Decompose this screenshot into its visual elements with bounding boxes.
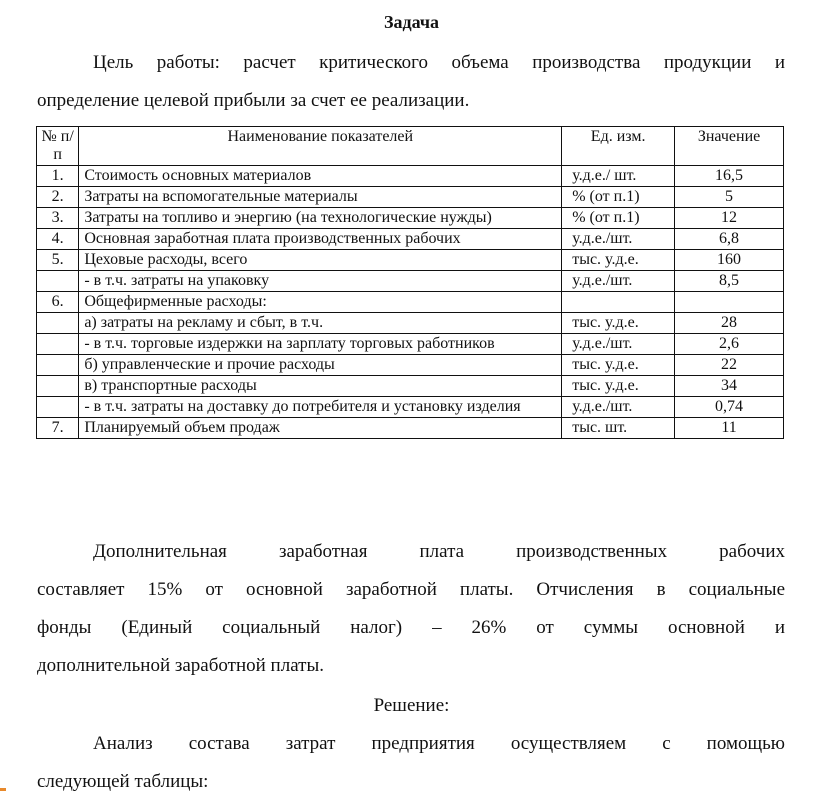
- row-num-cell: [37, 376, 79, 397]
- analysis-line-1: Анализ состава затрат предприятия осуществляем с помощью: [93, 733, 785, 754]
- table-row: [37, 271, 784, 292]
- analysis-line-2: следующей таблицы:: [37, 771, 209, 792]
- row-value-cell: 160: [675, 250, 784, 271]
- row-value-cell: 6,8: [675, 229, 784, 250]
- table-row: [37, 313, 784, 334]
- row-unit-cell: тыс. шт.: [562, 418, 675, 439]
- table-row: [37, 355, 784, 376]
- row-name-cell: Затраты на топливо и энергию (на технологические нужды): [79, 208, 562, 229]
- goal-paragraph: [37, 44, 785, 120]
- table-row: [37, 208, 784, 229]
- row-name-cell: а) затраты на рекламу и сбыт, в т.ч.: [79, 313, 562, 334]
- row-name-cell: в) транспортные расходы: [79, 376, 562, 397]
- row-value-cell: 8,5: [675, 271, 784, 292]
- goal-line-2: определение целевой прибыли за счет ее реализации.: [37, 90, 470, 111]
- table-row: [37, 334, 784, 355]
- table-row: [37, 397, 784, 418]
- table-row: [37, 166, 784, 187]
- row-value-cell: 2,6: [675, 334, 784, 355]
- extra-line-4: дополнительной заработной платы.: [37, 655, 324, 676]
- row-name-cell: Затраты на вспомогательные материалы: [79, 187, 562, 208]
- row-num-cell: 5.: [37, 250, 79, 271]
- row-num-cell: 7.: [37, 418, 79, 439]
- row-name-cell: Планируемый объем продаж: [79, 418, 562, 439]
- header-value: Значение: [675, 127, 784, 166]
- row-unit-cell: у.д.е./шт.: [562, 229, 675, 250]
- row-name-cell: - в т.ч. затраты на доставку до потребителя и установку изделия: [79, 397, 562, 418]
- task-title: Задача: [383, 12, 440, 32]
- table-row: [37, 229, 784, 250]
- row-name-cell: Общефирменные расходы:: [79, 292, 562, 313]
- row-name-cell: б) управленческие и прочие расходы: [79, 355, 562, 376]
- row-num-cell: [37, 334, 79, 355]
- row-unit-cell: тыс. у.д.е.: [562, 355, 675, 376]
- extra-line-3: фонды (Единый социальный налог) – 26% от суммы основной и: [37, 617, 785, 638]
- header-name: Наименование показателей: [79, 127, 562, 166]
- row-num-cell: [37, 355, 79, 376]
- row-value-cell: 16,5: [675, 166, 784, 187]
- row-value-cell: [675, 292, 784, 313]
- row-num-cell: 2.: [37, 187, 79, 208]
- row-value-cell: 22: [675, 355, 784, 376]
- extra-salary-paragraph: [37, 533, 785, 685]
- row-unit-cell: у.д.е./шт.: [562, 397, 675, 418]
- row-value-cell: 34: [675, 376, 784, 397]
- row-unit-cell: у.д.е./шт.: [562, 271, 675, 292]
- row-unit-cell: тыс. у.д.е.: [562, 313, 675, 334]
- row-num-cell: [37, 271, 79, 292]
- row-name-cell: Цеховые расходы, всего: [79, 250, 562, 271]
- header-unit: Ед. изм.: [562, 127, 675, 166]
- extra-line-2: составляет 15% от основной заработной платы. Отчисления в социальные: [37, 579, 785, 600]
- table-row: [37, 418, 784, 439]
- table-header-row: [37, 127, 784, 166]
- table-row: [37, 292, 784, 313]
- row-unit-cell: тыс. у.д.е.: [562, 376, 675, 397]
- row-num-cell: 6.: [37, 292, 79, 313]
- table-row: [37, 187, 784, 208]
- table-row: [37, 250, 784, 271]
- solution-heading: Решение:: [373, 695, 450, 716]
- row-num-cell: 3.: [37, 208, 79, 229]
- table-row: [37, 376, 784, 397]
- header-num: № п/п: [37, 127, 79, 166]
- indicators-table: [36, 126, 784, 439]
- row-num-cell: [37, 313, 79, 334]
- goal-line-1: Цель работы: расчет критического объема производства продукции и: [93, 52, 785, 73]
- row-unit-cell: у.д.е./шт.: [562, 334, 675, 355]
- analysis-paragraph: [37, 725, 785, 801]
- row-value-cell: 12: [675, 208, 784, 229]
- row-name-cell: Стоимость основных материалов: [79, 166, 562, 187]
- row-unit-cell: % (от п.1): [562, 187, 675, 208]
- row-unit-cell: у.д.е./ шт.: [562, 166, 675, 187]
- row-num-cell: [37, 397, 79, 418]
- row-value-cell: 5: [675, 187, 784, 208]
- row-num-cell: 1.: [37, 166, 79, 187]
- row-value-cell: 0,74: [675, 397, 784, 418]
- row-unit-cell: [562, 292, 675, 313]
- row-num-cell: 4.: [37, 229, 79, 250]
- row-name-cell: Основная заработная плата производственных рабочих: [79, 229, 562, 250]
- extra-line-1: Дополнительная заработная плата производственных рабочих: [93, 541, 785, 562]
- row-unit-cell: тыс. у.д.е.: [562, 250, 675, 271]
- row-value-cell: 11: [675, 418, 784, 439]
- row-name-cell: - в т.ч. затраты на упаковку: [79, 271, 562, 292]
- row-name-cell: - в т.ч. торговые издержки на зарплату торговых работников: [79, 334, 562, 355]
- row-value-cell: 28: [675, 313, 784, 334]
- row-unit-cell: % (от п.1): [562, 208, 675, 229]
